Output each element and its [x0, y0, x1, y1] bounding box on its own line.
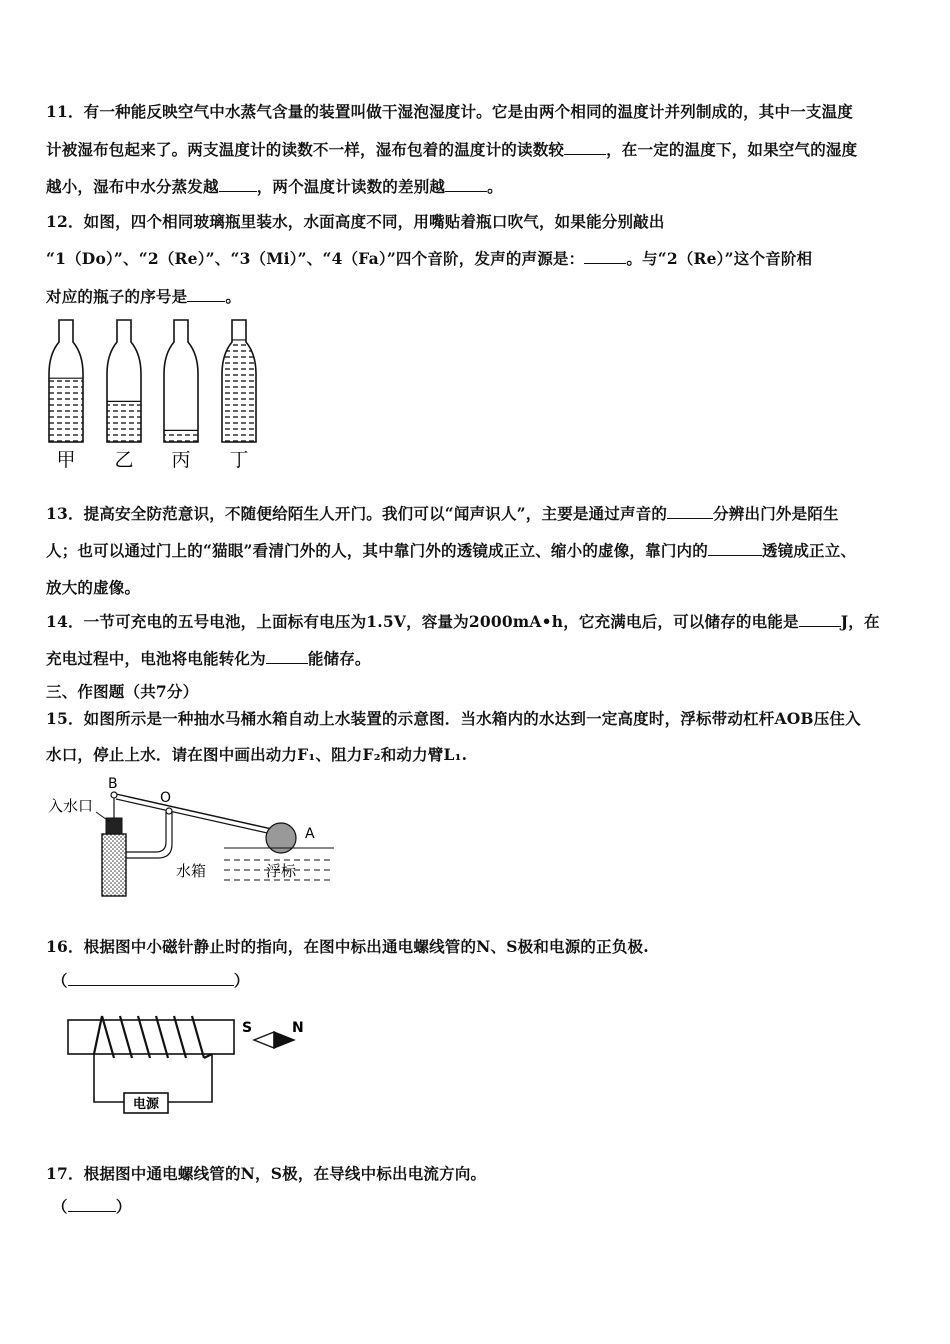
q11-line-2: 计被湿布包起来了。两支温度计的读数不一样，湿布包着的温度计的读数较 ，在一定的温度下，如果空气的湿度: [46, 140, 858, 159]
pivot-o: [166, 808, 172, 814]
q15-line-1: 15．如图所示是一种抽水马桶水箱自动上水装置的示意图．当水箱内的水达到一定高度时，浮标带动杠杆AOB压住入: [46, 709, 861, 728]
wire-left: [94, 1054, 124, 1102]
q12-line-1: 12．如图，四个相同玻璃瓶里装水，水面高度不同，用嘴贴着瓶口吹气，如果能分别敲出: [46, 212, 665, 231]
power-label: 电源: [132, 1097, 160, 1112]
needle-s: [254, 1032, 274, 1048]
q13-line-1: 13．提高安全防范意识，不随便给陌生人开门。我们可以“闻声识人”，主要是通过声音的 分辨出门外是陌生: [46, 504, 839, 523]
label-a: A: [305, 826, 315, 842]
solenoid-core: [68, 1020, 234, 1054]
label-o: O: [160, 790, 172, 806]
lever-figure: [44, 772, 344, 902]
tank-label: 水箱: [176, 862, 207, 880]
q13-blank-1[interactable]: [667, 504, 713, 519]
bottle-water-ding: [222, 340, 256, 442]
q12-line-3: 对应的瓶子的序号是 。: [46, 287, 242, 306]
inlet-pipe: [102, 834, 126, 896]
inlet-label: 入水口: [48, 797, 94, 815]
q11-blank-3[interactable]: [445, 177, 487, 192]
q16-line-2: （ ）: [52, 971, 250, 990]
q14-blank-1[interactable]: [799, 612, 841, 627]
q11-line-3: 越小，湿布中水分蒸发越 ，两个温度计读数的差别越 。: [46, 177, 503, 196]
label-b: B: [108, 776, 118, 792]
q13-blank-2[interactable]: [708, 541, 762, 556]
needle-s-label: S: [242, 1020, 253, 1036]
q17-line-2: （ ）: [52, 1197, 132, 1216]
needle-n: [274, 1032, 294, 1048]
inlet-pointer: [96, 812, 110, 822]
support-pipe-inner: [126, 812, 172, 858]
q12-line-2: “1（Do）”、“2（Re）”、“3（Mi）”、“4（Fa）”四个音阶，发声的声源是： 。与“2（Re）”这个音阶相: [46, 249, 813, 268]
q11-line-1: 11．有一种能反映空气中水蒸气含量的装置叫做干湿泡湿度计。它是由两个相同的温度计并列制成的，其中一支温度: [46, 102, 853, 121]
q12-blank-1[interactable]: [584, 249, 626, 264]
q11-blank-1[interactable]: [564, 140, 606, 155]
q17-blank[interactable]: [68, 1197, 116, 1212]
wire-right: [168, 1054, 212, 1102]
bottles-figure: [40, 312, 270, 472]
needle-n-label: N: [292, 1020, 304, 1036]
q11-blank-2[interactable]: [219, 177, 257, 192]
q15-line-2: 水口，停止上水．请在图中画出动力F₁、阻力F₂和动力臂L₁.: [46, 745, 468, 764]
q17-line-1: 17．根据图中通电螺线管的N，S极，在导线中标出电流方向。: [46, 1164, 487, 1183]
q16-line-1: 16．根据图中小磁针静止时的指向，在图中标出通电螺线管的N、S极和电源的正负极.: [46, 937, 649, 956]
solenoid-figure: [62, 1012, 322, 1122]
bottle-water-bing: [164, 430, 198, 442]
bottle-label-jia: 甲: [56, 449, 76, 471]
bottle-label-yi: 乙: [114, 449, 134, 471]
q14-line-1: 14．一节可充电的五号电池，上面标有电压为1.5V，容量为2000mA•h，它充满电后，可以储存的电能是 J，在: [46, 612, 880, 631]
lever-aob: [116, 794, 294, 834]
q14-line-2: 充电过程中，电池将电能转化为 能储存。: [46, 649, 371, 668]
q13-line-3: 放大的虚像。: [46, 578, 141, 597]
bottle-label-bing: 丙: [171, 449, 191, 471]
support-pipe: [126, 812, 166, 852]
section-three-title: 三、作图题（共7分）: [46, 682, 199, 701]
q16-blank[interactable]: [68, 971, 234, 986]
pivot-b: [111, 792, 117, 798]
q14-blank-2[interactable]: [266, 649, 308, 664]
bottle-label-ding: 丁: [229, 449, 249, 471]
q13-line-2: 人；也可以通过门上的“猫眼”看清门外的人，其中靠门外的透镜成正立、缩小的虚像，靠门内的 透镜成正立、: [46, 541, 857, 560]
bottle-bing: [164, 320, 198, 442]
bottle-water-yi: [107, 401, 141, 442]
bottle-water-jia: [49, 378, 83, 442]
float-label: 浮标: [266, 862, 297, 880]
q12-blank-2[interactable]: [187, 287, 225, 302]
